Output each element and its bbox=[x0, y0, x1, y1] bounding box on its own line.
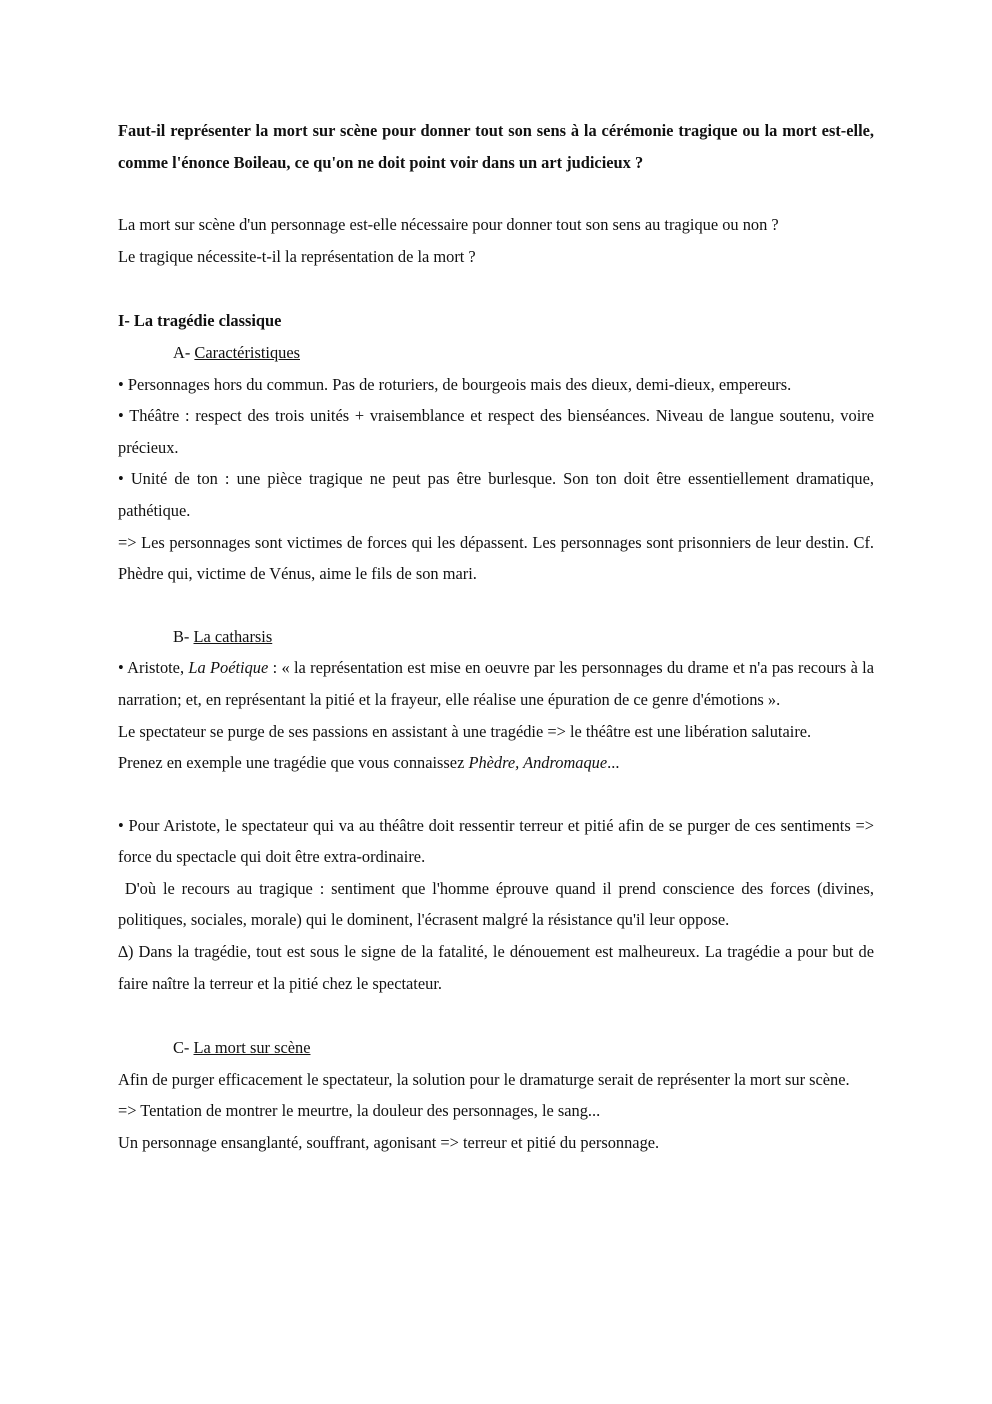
play-titles: Phèdre, Andromaque bbox=[468, 753, 608, 773]
problematique-line-2: Le tragique nécessite-t-il la représentation de la mort ? bbox=[118, 246, 476, 266]
section-b-paragraph-1: • Aristote, La Poétique : « la représentation est mise en oeuvre par les personnages du drame et n'a pas recours à la narration; et, en représentant la pitié et la frayeur, elle réalise une épuration de ce genre d'émotions ». bbox=[118, 658, 874, 709]
document-body bbox=[118, 115, 879, 1159]
section-b-heading bbox=[118, 621, 874, 653]
section-c-title: La mort sur scène bbox=[193, 1038, 311, 1058]
section-a-paragraph-4: => Les personnages sont victimes de forces qui les dépassent. Les personnages sont prisonniers de leur destin. Cf. Phèdre qui, victime de Vénus, aime le fils de son mari. bbox=[118, 532, 874, 584]
section-c-paragraph-3: Un personnage ensanglanté, souffrant, agonisant => terreur et pitié du personnage. bbox=[118, 1133, 660, 1153]
title-question: Faut-il représenter la mort sur scène pour donner tout son sens à la cérémonie tragique ou la mort est-elle, comme l'énonce Boileau, ce qu'on ne doit point voir dans un art judicieux ? bbox=[118, 121, 874, 172]
section-a-heading bbox=[118, 337, 874, 369]
problematique-line-1: La mort sur scène d'un personnage est-elle nécessaire pour donner tout son sens au tragique ou non ? bbox=[118, 215, 779, 235]
section-a-paragraph-3: • Unité de ton : une pièce tragique ne peut pas être burlesque. Son ton doit être essentiellement dramatique, pathétique. bbox=[118, 469, 874, 520]
section-a-paragraph-1: • Personnages hors du commun. Pas de roturiers, de bourgeois mais des dieux, demi-dieux, empereurs. bbox=[118, 374, 792, 394]
section-c-heading bbox=[118, 1032, 874, 1064]
section-b-paragraph-5: D'où le recours au tragique : sentiment que l'homme éprouve quand il prend conscience des forces (divines, politiques, sociales, morale) qui le dominent, l'écrasent malgré la résistance qu'il leur oppose. bbox=[118, 878, 879, 930]
problematique bbox=[118, 209, 874, 272]
section-b-paragraph-2: Le spectateur se purge de ses passions en assistant à une tragédie => le théâtre est une libération salutaire. bbox=[118, 721, 812, 741]
section-b-paragraph-4: • Pour Aristote, le spectateur qui va au théâtre doit ressentir terreur et pitié afin de se purger de ces sentiments => force du spectacle qui doit être extra-ordinaire. bbox=[118, 815, 874, 867]
book-title-la-poetique: La Poétique bbox=[188, 658, 269, 678]
section-b-prefix: B- bbox=[173, 626, 194, 646]
section-b-paragraph-6: ∆) Dans la tragédie, tout est sous le signe de la fatalité, le dénouement est malheureux. La tragédie a pour but de faire naître la terreur et la pitié chez le spectateur. bbox=[118, 942, 874, 993]
section-c-paragraph-2: => Tentation de montrer le meurtre, la douleur des personnages, le sang... bbox=[118, 1101, 601, 1121]
section-a-paragraph-2: • Théâtre : respect des trois unités + vraisemblance et respect des bienséances. Niveau de langue soutenu, voire précieux. bbox=[118, 406, 874, 457]
section-c-prefix: C- bbox=[173, 1038, 194, 1058]
section-a-prefix: A- bbox=[173, 342, 195, 362]
part-1-heading: I- La tragédie classique bbox=[118, 311, 282, 331]
section-c-paragraph-1: Afin de purger efficacement le spectateur, la solution pour le dramaturge serait de représenter la mort sur scène. bbox=[118, 1069, 850, 1089]
section-a-title: Caractéristiques bbox=[194, 342, 300, 362]
section-b-paragraph-3: Prenez en exemple une tragédie que vous connaissez Phèdre, Andromaque... bbox=[118, 753, 620, 773]
section-b-title: La catharsis bbox=[193, 626, 273, 646]
